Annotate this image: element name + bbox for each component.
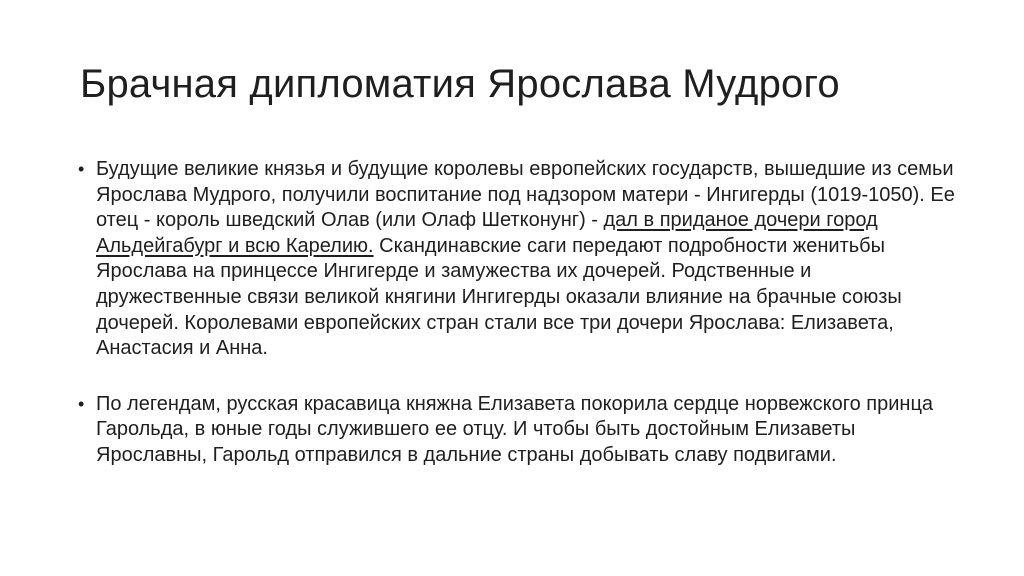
bullet-marker: • (78, 393, 85, 414)
bullet-list (78, 157, 958, 469)
bullet-item-2 (78, 392, 958, 469)
slide-title: Брачная дипломатия Ярослава Мудрого (80, 62, 840, 106)
bullet-marker: • (78, 159, 85, 179)
bullet-1-underlined-text: дал в приданое дочери город Альдейгабург и всю Карелию. (96, 209, 878, 257)
bullet-2-text: По легендам, русская красавица княжна Елизавета покорила сердце норвежского принца Гарольда, в юные годы служившего ее отцу. И чтобы быть достойным Елизаветы Ярославны, Гарольд отправился в дальние страны добывать славу подвигами. (96, 392, 934, 466)
bullet-1-text (96, 158, 955, 359)
bullet-1-text-before: Будущие великие князья и будущие королевы европейских государств, вышедшие из семьи Ярослава Мудрого, получили воспитание под надзором матери - Ингигерды (1019-1050). Ее отец - король шведский Олав (или Олаф Шетконунг) - (96, 158, 955, 232)
bullet-1-text-after: Скандинавские саги передают подробности женитьбы Ярослава на принцессе Ингигерде и замужества их дочерей. Родственные и дружественные связи великой княгини Ингигерды оказали влияние на брачные союзы дочерей. Королевами европейских стран стали все три дочери Ярослава: Елизавета, Анастасия и Анна. (96, 234, 902, 360)
bullet-item-1 (78, 157, 958, 362)
